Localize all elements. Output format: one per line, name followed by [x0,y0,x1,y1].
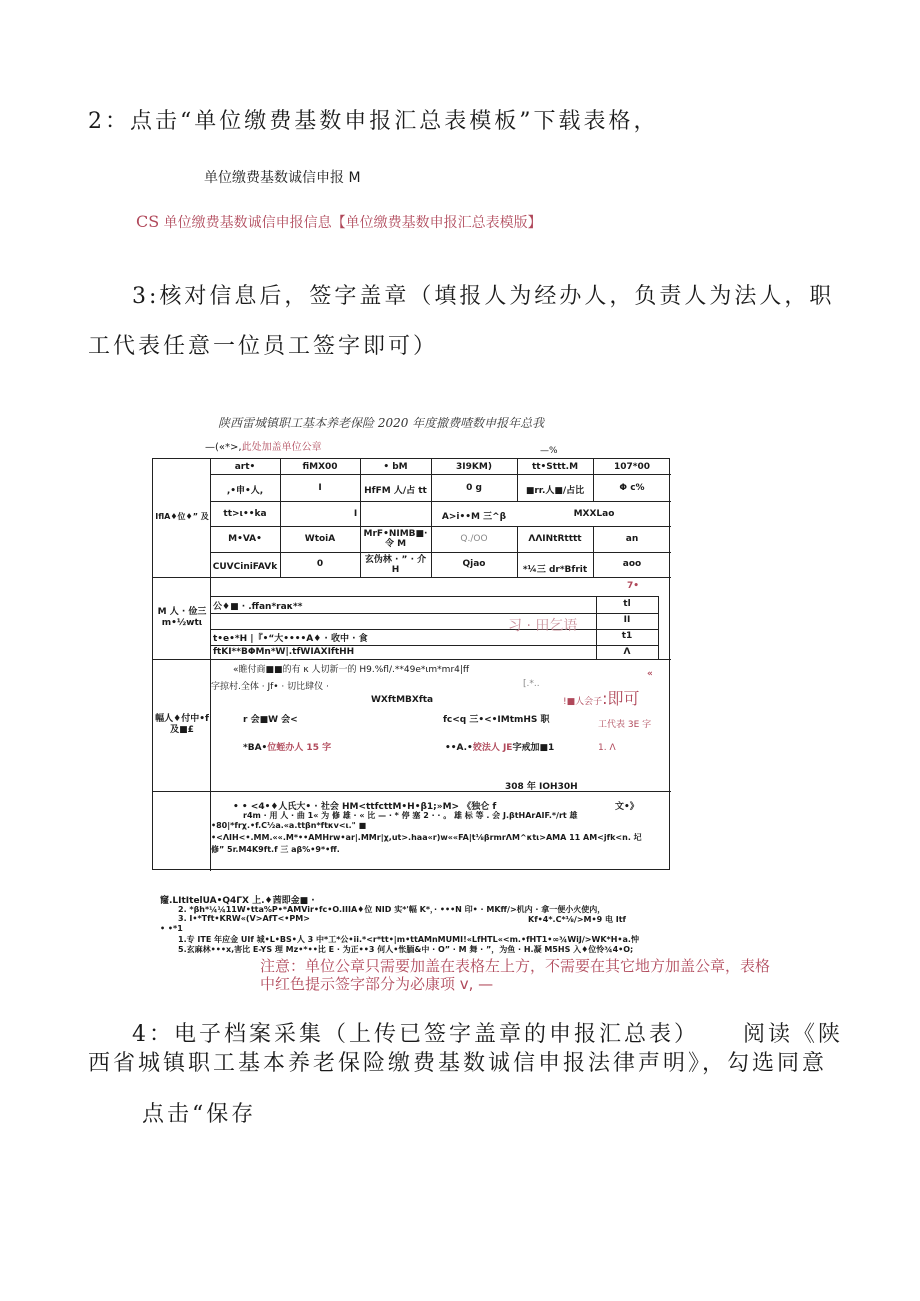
stamp-note-red: 此处加盖单位公章 [241,442,322,453]
section2-label: M 人 · 俭三 m•½wtι [157,607,207,628]
s3-worker-rep: 工代表 3E 字 [598,720,652,730]
note-line-0: 窿.LItItelUA•Q4ΓX 上.♦茜即金■ · [160,896,315,906]
s4-line4: •<ΛIH<•.MM.««.M*••AMHrw•ar|.MMr|χ,ut>.haa«r)w««FA|t⅛βrmrΛM^κtι>AMA 11 AM<jfk<n. 圮 [211,833,642,842]
s3-sign-line [563,686,640,709]
r3c1: tt>ι••ka [223,509,267,519]
r5c4: Qjao [462,559,486,569]
template-download-link[interactable] [136,212,542,232]
s2-row1: 公♦■ · .ffan*raκ** [213,602,303,612]
s2-row3: t•e•*H |『•“大••••A♦ · 收中 · 食 [213,634,368,644]
link-prefix: CS [136,212,160,231]
r5c5: *¼三 dr*Bfrit [522,565,588,575]
note-line-5: 1.专 ITE 年应金 UIf 城•L•BS•人 3 中*工*公•ii.*<r*tt•|m•ttAMnMUMI!«LfHTL«<m.•fHT1•∞¾WiJ∕>WK*H•a.忡 [178,935,639,944]
s3-quote-mark: « [647,669,653,679]
step2-text: 2：点击“单位缴费基数申报汇总表模板”下载表格， [88,109,659,134]
step3-line2: 工代表任意一位员工签字即可） [88,334,439,359]
s3-line1: «睢付商■■的有 κ 人切新一的 H9.%fl∕.**49e*ιm*mr4|ff [233,665,470,675]
r4c2: WtoiA [304,534,336,544]
s2-row4-val: Λ [623,647,631,657]
r5c2: 0 [316,559,324,569]
s3-line5 [243,740,331,753]
section1-label: IflA♦位♦” 及 [155,512,209,521]
s3-sign-prefix: !■人会子 [563,697,603,707]
note-line-6: 5.玄麻林•••x,害比 E-YS 理 Mz•*••比 E · 为正••3 何人•怅腼&中 · O” · M 舞 · ”，为鱼 · H.凝 M5HS 入♦位怜¾4•O; [178,945,634,954]
r4c6: an [625,534,639,544]
r1c4: 3I9KM) [456,462,492,472]
s4-line1a: • • <4•♦人氏大• · 社会 HM<ttfcttM•H•β1;»M> 《独仑 f [233,802,497,812]
stamp-note-prefix: —(«*>, [205,442,242,453]
s4-line1b: 文•》 [615,802,639,812]
r4c3: MrF•NIMB■·令 M [363,529,428,549]
r1c6: 107*00 [613,462,651,472]
r4c1: M•VA• [228,534,262,544]
s4-line2: r4m · 用 人 · 曲 1« 为 修 雄 · « 比 — · * 停 塞 2 · · 。 雄 标 等 . 会 J.βtHArAIF.*∕rt 雄 [243,811,578,820]
s3-line5d: 姣法人 JE [472,743,513,753]
template-box-title: 单位缴费基数诚信申报 M [204,170,361,186]
r2c3: HfFM 人/占 tt [364,486,427,496]
step4-line1a: 4：电子档案采集（上传已签字盖章的申报汇总表） [132,1022,699,1047]
s3-line4b: fc<q 三•<•IMtmHS 职 [443,715,550,725]
form-title: 陕西雷城镇职工基本养老保险 2020 年度撤费喳数申报年总我 [218,416,545,430]
notice-line2: 中红色提示签字部分为必康项 v, — [260,975,494,993]
r5c6: aoo [622,559,642,569]
section2-mark: 7• [626,581,639,591]
s4-line3: •80|*frχ.•f.C½a.«a.ttβn*ftκv<ι." ■ [211,821,367,830]
r5c1: CUVCiniFAVk [212,562,278,572]
s3-small-mark: 1. Λ [598,743,616,753]
r5c3: 玄伪林 · ” · 介 H [364,555,427,575]
r4c5: ΛΛINtRtttt [528,534,582,544]
s3-line5c: ••A.• [445,743,473,753]
s3-line5a: *BA• [243,743,268,753]
s3-line5e: 字戒加■1 [512,743,555,753]
r1c3: • bM [383,462,408,472]
s4-line5: 修” 5r.M4K9ft.f 三 aβ%•9*•ff. [211,845,340,854]
step4-line2: 西省城镇职工基本养老保险缴费基数诚信申报法律声明》，勾选同意 [88,1051,828,1076]
s3-sign-big: :即可 [602,689,640,708]
s3-line5b: 位蛭办人 15 字 [267,743,332,753]
r2c5: ■rr.人■/占比 [525,486,585,496]
note-line-1: 2. *βh*¼¼11W•tta%P•*AMVir•fc•O.IIIA♦位 NID 实*'幅 K*，· •••N 印• · MKff∕>机内 · 拿一便小火使内， [178,905,606,914]
s3-line2: 字掠村.全体 · Jf• · 切比肆仪 · [211,682,329,692]
s3-line4a: r 会■W 会< [243,715,298,725]
r1c5: tt•Sttt.M [531,462,579,472]
section3-label: 幅人♦付中•f 及■£ [155,714,209,735]
s2-row1-val: tl [623,599,631,609]
r1c1: art• [234,462,256,472]
r3c3: A>i••M 三^β [441,512,507,522]
note-line-4: • •*1 [160,924,183,933]
r3c4: MXXLao [573,509,615,519]
s2-row2-val: II [623,615,631,625]
note-line-2: 3. I•*Tft•KRW«(V>AfT<•PM> [178,914,310,923]
r3c2: I [353,509,358,519]
declaration-form-table [152,458,670,870]
s3-line6: 308 年 IOH30H [505,782,578,792]
s3-line3: WXftMBXfta [371,695,434,705]
r1c2: fiMX00 [302,462,338,472]
s3-line5-right [445,740,554,753]
step4-line1b: 阅读《陕 [743,1022,844,1047]
r2c4: 0 g [466,483,482,493]
s3-line2b: [.*.. [523,679,540,689]
r4c4: Q.∕OO [460,534,488,544]
note-line-3: Kf•4*.C*⅛∕>M•9 电 Itf [528,915,627,924]
r2c2: I [318,483,322,493]
step4-line3: 点击“保存 [142,1102,257,1127]
notice-line1: 注意：单位公章只需要加盖在表格左上方，不需要在其它地方加盖公章，表格 [260,957,771,975]
s2-row3-val: t1 [621,631,633,641]
corner-mark: —% [540,446,558,456]
stamp-note [205,438,322,453]
r2c1: ,•申•人, [226,486,264,496]
step3-line1: 3:核对信息后，签字盖章（填报人为经办人，负责人为法人，职 [132,284,835,309]
section2-red: 习 · 田乞语 [508,618,578,634]
s2-row4: ftKI**BΦMn*W|.tfWIAXIftHH [213,647,355,657]
link-text[interactable]: 单位缴费基数诚信申报信息【单位缴费基数申报汇总表模版】 [163,215,542,231]
r2c6: Φ c% [619,483,645,493]
